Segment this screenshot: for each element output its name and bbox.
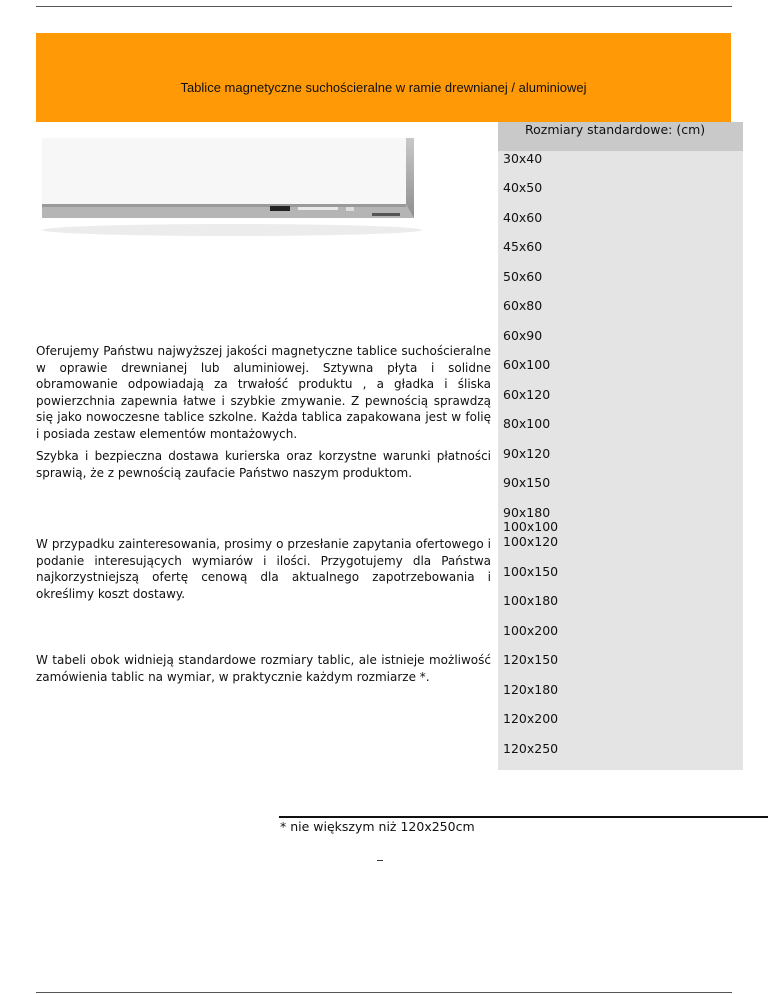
sizes-header-label: Rozmiary standardowe: (cm) — [525, 122, 706, 137]
sizes-table — [498, 122, 743, 770]
size-item: 60x80 — [503, 298, 543, 313]
page-title: Tablice magnetyczne suchościeralne w ramie drewnianej / aluminiowej — [180, 80, 587, 95]
footnote-separator — [279, 816, 768, 818]
size-item: 60x100 — [503, 357, 551, 372]
size-item: 40x60 — [503, 210, 543, 225]
whiteboard-icon — [42, 134, 422, 238]
size-item: 60x120 — [503, 387, 551, 402]
size-item: 100x120 — [503, 534, 559, 549]
size-item: 90x120 — [503, 446, 551, 461]
sizes-table-header — [498, 122, 743, 151]
size-item: 100x180 — [503, 593, 559, 608]
paragraph-offer: Oferujemy Państwu najwyższej jakości magnetyczne tablice suchościeralne w oprawie drewnianej lub aluminiowej. Sztywna płyta i solidne obramowanie odpowiadają za trwałość produktu , a gładka i śliska powierzchnia zapewnia łatwe i szybkie zmywanie. Z pewnością sprawdzą się jako nowoczesne tablice szkolne. Każda tablica zapakowana jest w folię i posiada zestaw elementów montażowych. — [36, 344, 491, 441]
size-item: 90x180 — [503, 505, 551, 520]
size-item: 100x200 — [503, 623, 559, 638]
paragraph-custom-sizes: W tabeli obok widnieją standardowe rozmiary tablic, ale istnieje możliwość zamówienia tablic na wymiar, w praktycznie każdym rozmiarze *. — [36, 653, 491, 684]
size-item: 80x100 — [503, 416, 551, 431]
size-item: 50x60 — [503, 269, 543, 284]
paragraph-delivery: Szybka i bezpieczna dostawa kurierska oraz korzystne warunki płatności sprawią, że z pewnością zaufacie Państwo naszym produktom. — [36, 449, 491, 480]
footnote: * nie większym niż 120x250cm — [280, 819, 475, 834]
bottom-rule — [36, 992, 732, 993]
size-item: 100x100 — [503, 519, 559, 534]
size-item: 120x200 — [503, 711, 559, 726]
size-item: 90x150 — [503, 475, 551, 490]
top-rule — [36, 6, 732, 7]
size-item: 120x250 — [503, 741, 559, 756]
size-item: 120x180 — [503, 682, 559, 697]
size-item: 30x40 — [503, 151, 543, 166]
title-banner — [36, 33, 731, 122]
size-item: 120x150 — [503, 652, 559, 667]
size-item: 100x150 — [503, 564, 559, 579]
size-item: 45x60 — [503, 239, 543, 254]
size-item: 60x90 — [503, 328, 543, 343]
paragraph-inquiry: W przypadku zainteresowania, prosimy o przesłanie zapytania ofertowego i podanie interesujących wymiarów i ilości. Przygotujemy dla Państwa najkorzystniejszą ofertę cenową dla aktualnego zapotrzebowania i określimy koszt dostawy. — [36, 537, 491, 601]
divider — [377, 860, 383, 861]
size-item: 40x50 — [503, 180, 543, 195]
